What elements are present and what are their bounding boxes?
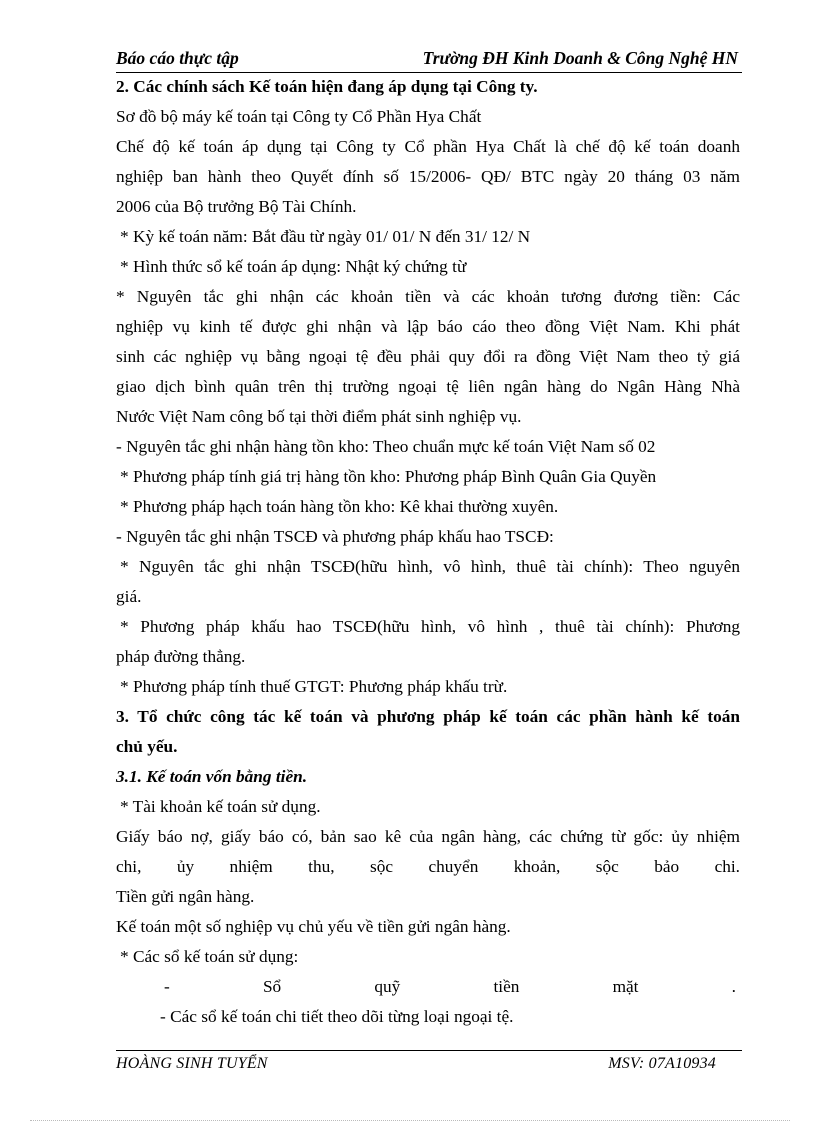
paragraph-line: - Nguyên tắc ghi nhận TSCĐ và phương pháp khấu hao TSCĐ: xyxy=(116,527,554,546)
bullet-line: * Phương pháp tính thuế GTGT: Phương pháp khấu trừ. xyxy=(120,677,508,696)
bullet-line: * Phương pháp khấu hao TSCĐ(hữu hình, vô hình , thuê tài chính): Phương xyxy=(120,617,740,636)
cash-book-word: . xyxy=(731,977,736,996)
cash-book-word: - xyxy=(164,977,170,996)
paragraph-line: 2006 của Bộ trưởng Bộ Tài Chính. xyxy=(116,197,357,216)
bullet-line: * Kỳ kế toán năm: Bắt đầu từ ngày 01/ 01/ N đến 31/ 12/ N xyxy=(120,227,531,246)
page-edge-divider xyxy=(30,1120,790,1121)
cash-book-line xyxy=(116,972,740,1002)
paragraph-line: nghiệp ban hành theo Quyết đính số 15/2006- QĐ/ BTC ngày 20 tháng 03 năm xyxy=(116,167,740,186)
paragraph-line: chi, ủy nhiệm thu, sộc chuyển khoản, sộc bảo chi. xyxy=(116,857,740,876)
section-heading-3-cont: chủ yếu. xyxy=(116,737,178,756)
page-header xyxy=(116,48,742,73)
cash-book-word: Sổ xyxy=(262,977,282,996)
header-university: Trường ĐH Kinh Doanh & Công Nghệ HN xyxy=(422,48,738,68)
bullet-line: * Phương pháp tính giá trị hàng tồn kho: Phương pháp Bình Quân Gia Quyền xyxy=(120,467,657,486)
paragraph-line: Chế độ kế toán áp dụng tại Công ty Cổ phần Hya Chất là chế độ kế toán doanh xyxy=(116,137,740,156)
bullet-line: * Nguyên tắc ghi nhận TSCĐ(hữu hình, vô hình, thuê tài chính): Theo nguyên xyxy=(120,557,740,576)
paragraph-line: Sơ đồ bộ máy kế toán tại Công ty Cổ Phần Hya Chất xyxy=(116,107,482,126)
bullet-line: * Tài khoản kế toán sử dụng. xyxy=(120,797,321,816)
footer-divider xyxy=(116,1050,742,1051)
paragraph-line: sinh các nghiệp vụ bằng ngoại tệ đều phải quy đổi ra đồng Việt Nam theo tỷ giá xyxy=(116,347,740,366)
document-body xyxy=(116,72,740,1032)
cash-book-word: tiền xyxy=(493,977,520,996)
paragraph-line: Tiền gửi ngân hàng. xyxy=(116,887,255,906)
bullet-line: * Hình thức sổ kế toán áp dụng: Nhật ký chứng từ xyxy=(120,257,467,276)
bullet-line: * Phương pháp hạch toán hàng tồn kho: Kê khai thường xuyên. xyxy=(120,497,559,516)
cash-book-word: quỹ xyxy=(374,977,401,996)
page-footer xyxy=(116,1055,716,1079)
paragraph-line: giá. xyxy=(116,587,142,606)
paragraph-line: Nước Việt Nam công bố tại thời điểm phát sinh nghiệp vụ. xyxy=(116,407,522,426)
paragraph-line: nghiệp vụ kinh tế được ghi nhận và lập báo cáo theo đồng Việt Nam. Khi phát xyxy=(116,317,740,336)
paragraph-line: Giấy báo nợ, giấy báo có, bản sao kê của ngân hàng, các chứng từ gốc: ủy nhiệm xyxy=(116,827,740,846)
paragraph-line: * Nguyên tắc ghi nhận các khoản tiền và các khoản tương đương tiền: Các xyxy=(116,287,740,306)
header-report-title: Báo cáo thực tập xyxy=(116,48,239,68)
footer-author: HOÀNG SINH TUYỂN xyxy=(116,1055,268,1072)
paragraph-line: pháp đường thẳng. xyxy=(116,647,246,666)
section-heading-2: 2. Các chính sách Kế toán hiện đang áp dụng tại Công ty. xyxy=(116,77,538,96)
bullet-line: * Các sổ kế toán sử dụng: xyxy=(120,947,299,966)
subsection-heading-3-1: 3.1. Kế toán vốn bằng tiền. xyxy=(116,767,308,786)
paragraph-line: Kế toán một số nghiệp vụ chủ yếu về tiền gửi ngân hàng. xyxy=(116,917,511,936)
footer-student-id: MSV: 07A10934 xyxy=(608,1055,716,1072)
paragraph-line: - Nguyên tắc ghi nhận hàng tồn kho: Theo chuẩn mực kế toán Việt Nam số 02 xyxy=(116,437,656,456)
paragraph-line: giao dịch bình quân trên thị trường ngoại tệ liên ngân hàng do Ngân Hàng Nhà xyxy=(116,377,740,396)
cash-book-word: mặt xyxy=(612,977,639,996)
list-item: - Các sổ kế toán chi tiết theo dõi từng loại ngoại tệ. xyxy=(160,1007,514,1026)
section-heading-3: 3. Tổ chức công tác kế toán và phương pháp kế toán các phần hành kế toán xyxy=(116,707,740,726)
